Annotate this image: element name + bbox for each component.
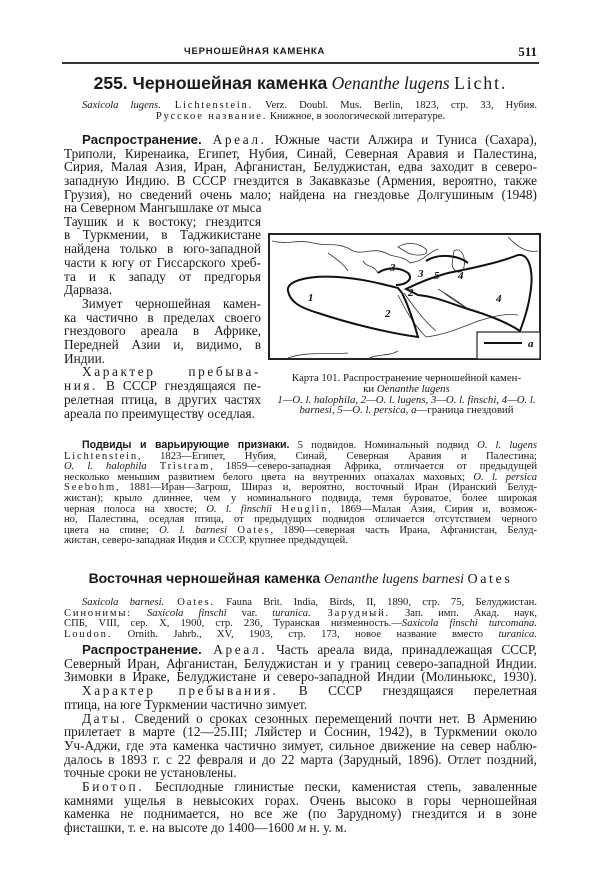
text-line	[64, 570, 537, 588]
map-label-4b: 4	[496, 293, 502, 305]
map-label-2b: 2	[385, 308, 391, 320]
text-run: Зап. имп. Акад. наук,	[390, 607, 538, 619]
text-run: Часть ареала вида, принадлежащая СССР,	[267, 642, 537, 657]
text-run: Сирия, Малая Азия, Иран, Афганистан, Белуджистан, едва заходит в северо-	[64, 159, 537, 175]
text-run: несколько меньшим развитием белого цвета на внутренних опахалах маховых;	[64, 471, 474, 483]
text-run: м	[297, 820, 306, 836]
text-line	[64, 725, 537, 739]
text-run: var.	[226, 607, 273, 619]
text-run: гнездового ареала в Африке,	[64, 323, 261, 339]
text-run: O. l. persica	[473, 471, 537, 483]
text-run: Зарудный.	[310, 607, 390, 619]
text-run: ареала по преимуществу оседлая.	[64, 405, 255, 421]
text-run: Oenanthe lugens barnesi	[324, 572, 468, 587]
text-run	[132, 608, 147, 619]
text-run: Триполи, Киренаика, Египет, Нубия, Синай, Северная Аравия и Палестина,	[64, 145, 537, 161]
map-label-3: 3	[390, 262, 396, 274]
text-run: turanica.	[498, 628, 537, 640]
text-run: птица, на юге Туркмении частично зимует.	[64, 696, 308, 712]
text-run: Грузия), но сведений очень мало; найдена на гнездовье Долгушиным (1948)	[64, 186, 537, 202]
legend-label-a: a	[528, 338, 534, 350]
text-run: Биотоп.	[82, 779, 145, 795]
species-title	[64, 73, 537, 93]
text-run: Seebohm	[64, 482, 117, 494]
text-run: ния.	[64, 378, 99, 394]
text-run: turanica.	[272, 607, 311, 619]
text-run: Бесплодные глинистые пески, каменистая степь, заваленные	[144, 779, 537, 795]
text-run: , 1881—Иран—Загрош, Шираз и, вероятно, восточный Иран (Иранский Белуд-	[116, 482, 537, 494]
text-run: найдена только в юго-западной	[64, 241, 261, 257]
text-run: та и к западу от предгорья	[64, 268, 261, 284]
distribution-column-text	[64, 201, 261, 420]
species-author: Licht.	[454, 73, 508, 93]
text-line	[64, 821, 537, 835]
text-line	[64, 698, 537, 712]
subspecies-paragraph	[64, 440, 537, 547]
text-line	[64, 766, 537, 780]
text-run: жистан, северо-западная Индия и СССР, крупнее предыдущей.	[64, 535, 348, 547]
subspecies-text	[64, 643, 537, 835]
text-run: Heuglin	[281, 503, 329, 515]
species-number-name: 255. Черношейная каменка	[93, 73, 328, 93]
synonymy-block	[64, 101, 537, 122]
text-run: barnesi, 5—O. l. persica, a	[299, 404, 417, 417]
text-line	[64, 753, 537, 767]
map-label-2: 2	[408, 287, 414, 299]
range-map	[268, 233, 541, 360]
text-run: Сведений о сроках сезонных перемещений почти нет. В Армению	[127, 710, 537, 726]
text-run: на Северном Мангышлаке от мыса	[64, 200, 262, 215]
text-run: Северный Иран, Афганистан, Белуджистан и у границ северо-западной Индии.	[64, 655, 537, 671]
text-line	[64, 174, 537, 188]
text-run: Ареал.	[201, 132, 267, 147]
text-run: камнями ущелья в невысоких горах. Очень высоко в горы черношейная	[64, 792, 537, 808]
text-line	[64, 657, 537, 671]
species-latin-name: Oenanthe lugens	[331, 73, 450, 93]
text-run: ка частично в пределах своего	[64, 309, 261, 325]
text-run: Уч-Аджи, где эта каменка частично зимует, сильное движение на север наблю-	[64, 737, 537, 753]
text-run: Даты.	[82, 710, 128, 726]
page-number: 511	[518, 44, 537, 59]
text-line	[64, 807, 537, 821]
text-run: 1—O. l. halophila, 2—O. l. lugens, 3—O. l. finschi, 4—O. l.	[277, 393, 536, 406]
text-run: Saxicola finschi	[146, 607, 227, 619]
distribution-paragraph	[64, 133, 537, 202]
text-run: релетная птица, в других частях	[64, 391, 261, 407]
text-line	[64, 407, 261, 421]
text-run: Loudon.	[64, 628, 113, 640]
text-run: Ornith. Jahrb., XV, 1903, стр. 173, новое название вместо	[112, 628, 499, 640]
text-run: В СССР гнездящаяся пе-	[98, 378, 261, 394]
text-run: O. l. finschii	[206, 503, 282, 515]
text-run: Verz. Doubl. Mus. Berlin, 1823, стр. 33, Нубия.	[253, 100, 537, 111]
text-run: черная полоса на хвосте;	[64, 503, 207, 515]
text-run: Fauna Brit. India, Birds, II, 1890, стр. 75, Белуджистан.	[214, 597, 537, 608]
text-line	[64, 338, 261, 352]
text-line	[64, 201, 261, 215]
running-header	[64, 45, 537, 59]
text-run: Saxicola barnesi.	[82, 597, 165, 608]
text-line	[64, 365, 261, 379]
text-run: Таушик и к востоку; гнездится	[64, 213, 261, 229]
text-run: 5 подвидов. Номинальный подвид	[289, 440, 478, 451]
text-line	[64, 643, 537, 657]
text-line	[64, 536, 537, 547]
text-line	[64, 242, 261, 256]
text-run: O. l. barnesi	[159, 524, 238, 536]
text-line	[64, 283, 261, 297]
text-run: Синонимы:	[64, 607, 133, 619]
text-run: Распространение.	[82, 642, 202, 657]
text-run: в Туркмении, в Таджикистане	[64, 227, 261, 243]
text-run: Oates	[467, 572, 513, 587]
text-line	[64, 270, 261, 284]
text-line	[64, 112, 537, 123]
text-run: Tristram	[159, 461, 211, 473]
text-line	[64, 297, 261, 311]
text-run: , 1823—Египет, Нубия, Синай, Северная Аравия и Палестина;	[137, 450, 537, 462]
text-run: Зимует черношейная камен-	[82, 295, 261, 311]
text-run: точные сроки не установлены.	[64, 765, 237, 781]
text-run: прилетает в марте (12—25.III; Ляйстер и Соснин, 1942), в Туркмении около	[64, 724, 537, 740]
text-run: Русское название.	[155, 110, 268, 122]
text-run: O. l. lugens	[477, 440, 537, 451]
text-run: Передней Азии и, видимо, в	[64, 337, 261, 353]
text-line	[64, 684, 537, 698]
text-line	[64, 393, 261, 407]
text-run: жистан); крыло длиннее, чем у номинального подвида, темя буроватое, более широкая	[64, 492, 537, 504]
text-run: Южные части Алжира и Туниса (Сахара),	[266, 132, 537, 147]
text-line	[64, 324, 261, 338]
text-run: но, Палестина, оседлая птица, от предыдущих подвидов отличается отсутствием черного	[64, 514, 537, 526]
text-run: , 1869—Малая Азия, Сирия и, возмож-	[328, 503, 538, 515]
text-run: Индии.	[64, 350, 106, 366]
header-rule	[62, 62, 539, 64]
text-run: далось в 1893 г. с 22 февраля и до 22 марта (Зарудный, 1896). Отлет поздний,	[64, 751, 537, 767]
map-label-1: 1	[308, 292, 314, 304]
text-line	[64, 215, 261, 229]
text-run: каменка не поднимается, но все же (по Зарудному) гнездится и в зоне	[64, 806, 537, 822]
text-run: ки	[363, 382, 377, 395]
text-line	[64, 794, 537, 808]
text-run: цвета на спине;	[64, 524, 160, 536]
text-run: , 1859—северо-западная Африка, отличается от предыдущей	[210, 461, 538, 473]
subspecies-heading	[64, 570, 537, 588]
text-run: Oenanthe lugens	[376, 382, 450, 395]
text-run: Распространение.	[82, 132, 202, 147]
text-run: Saxicola finschi turcomana.	[401, 618, 537, 630]
text-run: западную Индию. В СССР гнездится в Закавказье (Армения, вероятно, также	[64, 173, 537, 189]
map-label-3b: 3	[418, 268, 424, 280]
map-label-5: 5	[434, 270, 440, 282]
text-run: Lichtenstein	[64, 450, 138, 462]
text-run: Книжное, в зоологической литературе.	[267, 110, 446, 122]
text-run: Характер пребыва-	[82, 364, 261, 380]
text-line	[64, 630, 537, 641]
text-run: Oates.	[164, 597, 215, 608]
text-run: В СССР гнездящаяся перелетная	[278, 683, 537, 699]
text-line	[64, 311, 261, 325]
text-line	[64, 228, 261, 242]
text-line	[272, 405, 541, 416]
running-title: ЧЕРНОШЕЙНАЯ КАМЕНКА	[184, 46, 326, 57]
text-line	[64, 147, 537, 161]
map-caption	[272, 373, 541, 416]
text-line	[64, 780, 537, 794]
text-run: Дарваза.	[64, 282, 113, 298]
text-run: Lichtenstein.	[160, 100, 254, 111]
text-run: Подвиды и варьирующие признаки.	[82, 439, 290, 451]
text-line	[64, 133, 537, 147]
text-run: , 1890—северная часть Ирана, Афганистан, Белуд-	[270, 524, 537, 536]
text-run: Ареал.	[201, 642, 268, 657]
text-run: Карта 101. Распространение черношейной камен-	[291, 372, 522, 384]
text-run: O. l. halophila	[64, 461, 160, 473]
text-line	[64, 670, 537, 684]
text-run: Восточная черношейная каменка	[88, 570, 325, 586]
text-run: —граница гнездовий	[416, 404, 514, 417]
text-line	[64, 739, 537, 753]
text-run: Saxicola lugens.	[82, 100, 161, 111]
text-line	[64, 352, 261, 366]
subspecies-synonymy	[64, 598, 537, 640]
text-line	[64, 379, 261, 393]
map-label-4: 4	[458, 270, 464, 282]
text-line	[64, 712, 537, 726]
text-line	[64, 160, 537, 174]
text-run: СПБ, VIII, сер. X, 1900, стр. 236, Туранская низменность.—	[64, 618, 402, 630]
text-run: н. у. м.	[306, 820, 347, 836]
text-line	[64, 256, 261, 270]
text-run: фисташки, т. е. на высоте до 1400—1600	[64, 820, 298, 836]
text-run: Характер пребывания.	[82, 683, 279, 699]
text-run: части к югу от Гиссарского хреб-	[64, 254, 261, 270]
text-run: Oates	[237, 524, 271, 536]
text-run: Зимовки в Ираке, Белуджистане и северо-западной Индии (Молиньюкс, 1930).	[64, 669, 537, 685]
